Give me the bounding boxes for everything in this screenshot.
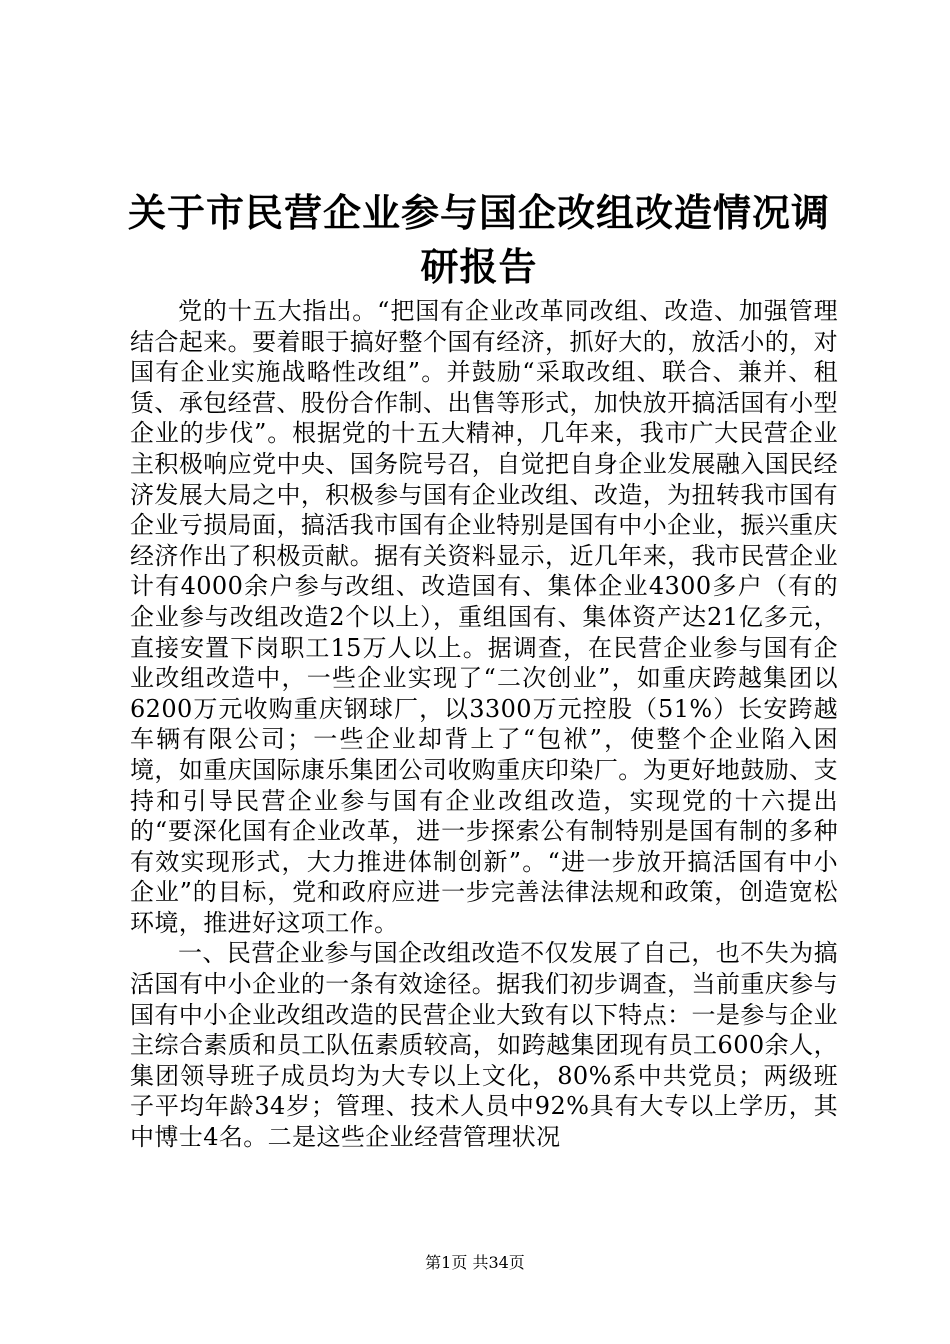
page-number: 第1页 共34页 [425, 1253, 525, 1272]
body-paragraph: 党的十五大指出。“把国有企业改革同改组、改造、加强管理结合起来。要着眼于搞好整个国有经济，抓好大的，放活小的，对国有企业实施战略性改组”。并鼓励“采取改组、联合、兼并、租赁、承包经营、股份合作制、出售等形式，加快放开搞活国有小型企业的步伐”。根据党的十五大精神，几年来，我市广大民营企业主积极响应党中央、国务院号召，自觉把自身企业发展融入国民经济发展大局之中，积极参与国有企业改组、改造，为扭转我市国有企业亏损局面，搞活我市国有企业特别是国有中小企业，振兴重庆经济作出了积极贡献。据有关资料显示，近几年来，我市民营企业计有4000余户参与改组、改造国有、集体企业4300多户（有的企业参与改组改造2个以上），重组国有、集体资产达21亿多元，直接安置下岗职工15万人以上。据调查，在民营企业参与国有企业改组改造中，一些企业实现了“二次创业”，如重庆跨越集团以6200万元收购重庆钢球厂，以3300万元控股（51%）长安跨越车辆有限公司；一些企业却背上了“包袱”，使整个企业陷入困境，如重庆国际康乐集团公司收购重庆印染厂。为更好地鼓励、支持和引导民营企业参与国有企业改组改造，实现党的十六提出的“要深化国有企业改革，进一步探索公有制特别是国有制的多种有效实现形式，大力推进体制创新”。“进一步放开搞活国有中小企业”的目标，党和政府应进一步完善法律法规和政策，创造宽松环境，推进好这项工作。 [130, 297, 838, 937]
document-body [130, 296, 838, 1153]
document-title: 关于市民营企业参与国企改组改造情况调研报告 [127, 191, 830, 289]
body-paragraph: 一、民营企业参与国企改组改造不仅发展了自己，也不失为搞活国有中小企业的一条有效途径。据我们初步调查，当前重庆参与国有中小企业改组改造的民营企业大致有以下特点：一是参与企业主综合素质和员工队伍素质较高，如跨越集团现有员工600余人，集团领导班子成员均为大专以上文化，80%系中共党员；两级班子平均年龄34岁；管理、技术人员中92%具有大专以上学历，其中博士4名。二是这些企业经营管理状况 [130, 939, 838, 1152]
